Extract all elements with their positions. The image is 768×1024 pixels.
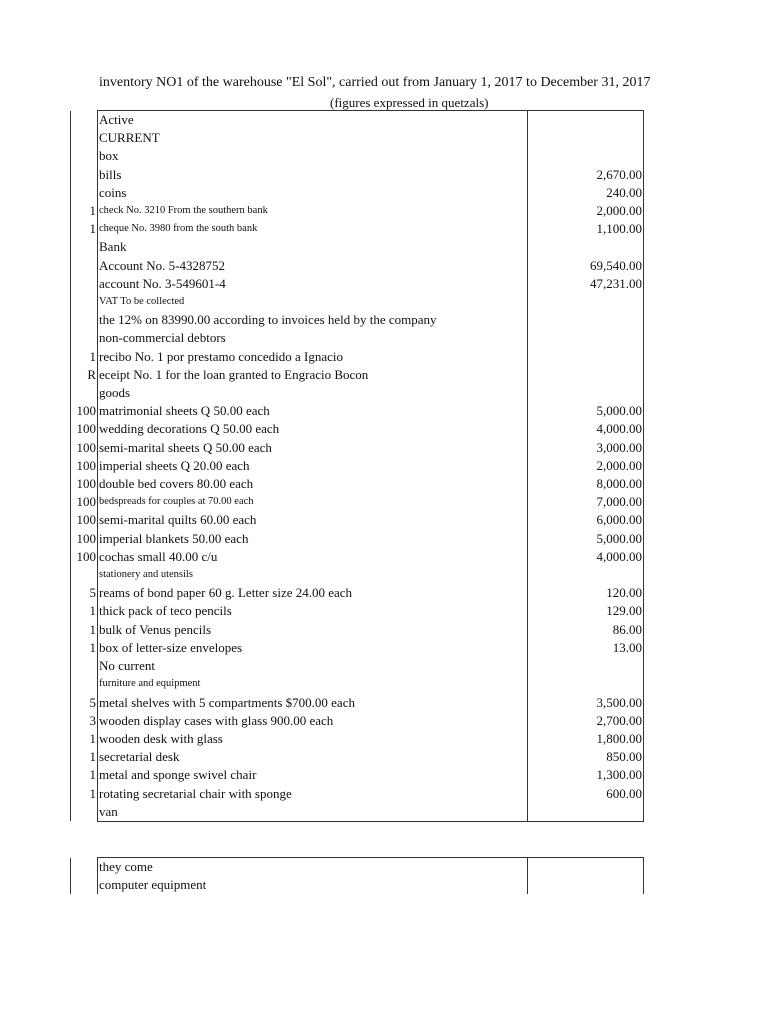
amount-cell: 13.00 <box>528 639 644 657</box>
quantity-cell: 100 <box>71 548 98 566</box>
table-row <box>71 366 644 384</box>
table-row <box>71 548 644 566</box>
description-cell: goods <box>98 384 528 402</box>
description-cell: thick pack of teco pencils <box>98 602 528 620</box>
table-row <box>71 220 644 238</box>
table-row <box>71 147 644 165</box>
table-row <box>71 293 644 311</box>
quantity-cell <box>71 184 98 202</box>
amount-cell <box>528 147 644 165</box>
amount-cell: 3,000.00 <box>528 439 644 457</box>
quantity-cell <box>71 657 98 675</box>
amount-cell: 4,000.00 <box>528 420 644 438</box>
description-cell: bulk of Venus pencils <box>98 621 528 639</box>
quantity-cell: 5 <box>71 584 98 602</box>
description-cell: wedding decorations Q 50.00 each <box>98 420 528 438</box>
amount-cell <box>528 858 644 877</box>
quantity-cell: 1 <box>71 220 98 238</box>
description-cell: secretarial desk <box>98 748 528 766</box>
table-row <box>71 457 644 475</box>
quantity-cell: R <box>71 366 98 384</box>
quantity-cell <box>71 129 98 147</box>
amount-cell: 47,231.00 <box>528 275 644 293</box>
amount-cell: 1,800.00 <box>528 730 644 748</box>
table-row <box>71 858 644 877</box>
description-cell: account No. 3-549601-4 <box>98 275 528 293</box>
description-cell: imperial sheets Q 20.00 each <box>98 457 528 475</box>
description-cell: double bed covers 80.00 each <box>98 475 528 493</box>
quantity-cell: 1 <box>71 621 98 639</box>
table-row <box>71 475 644 493</box>
amount-cell <box>528 803 644 822</box>
table-row <box>71 402 644 420</box>
amount-cell: 4,000.00 <box>528 548 644 566</box>
quantity-cell: 1 <box>71 730 98 748</box>
amount-cell: 1,300.00 <box>528 766 644 784</box>
table-row <box>71 748 644 766</box>
table-row <box>71 329 644 347</box>
inventory-table-continued <box>70 857 644 894</box>
description-cell: Active <box>98 111 528 130</box>
table-row <box>71 275 644 293</box>
table-row <box>71 566 644 584</box>
description-cell: the 12% on 83990.00 according to invoices held by the company <box>98 311 528 329</box>
description-cell: non-commercial debtors <box>98 329 528 347</box>
inventory-subtitle: (figures expressed in quetzals) <box>330 95 489 110</box>
description-cell: semi-marital quilts 60.00 each <box>98 511 528 529</box>
description-cell: cheque No. 3980 from the south bank <box>98 220 528 238</box>
table-row <box>71 420 644 438</box>
amount-cell: 5,000.00 <box>528 402 644 420</box>
quantity-cell: 100 <box>71 402 98 420</box>
amount-cell: 8,000.00 <box>528 475 644 493</box>
description-cell: semi-marital sheets Q 50.00 each <box>98 439 528 457</box>
quantity-cell <box>71 675 98 693</box>
amount-cell: 850.00 <box>528 748 644 766</box>
amount-cell <box>528 329 644 347</box>
quantity-cell <box>71 803 98 822</box>
description-cell: Account No. 5-4328752 <box>98 257 528 275</box>
description-cell: rotating secretarial chair with sponge <box>98 785 528 803</box>
table-row <box>71 202 644 220</box>
table-row <box>71 766 644 784</box>
table-row <box>71 621 644 639</box>
quantity-cell <box>71 566 98 584</box>
description-cell: wooden display cases with glass 900.00 each <box>98 712 528 730</box>
description-cell: CURRENT <box>98 129 528 147</box>
amount-cell <box>528 348 644 366</box>
table-row <box>71 803 644 822</box>
description-cell: No current <box>98 657 528 675</box>
description-cell: furniture and equipment <box>98 675 528 693</box>
amount-cell <box>528 129 644 147</box>
description-cell: they come <box>98 858 528 877</box>
quantity-cell: 100 <box>71 511 98 529</box>
inventory-title: inventory NO1 of the warehouse "El Sol", carried out from January 1, 2017 to December 31, 2017 <box>99 75 651 90</box>
description-cell: recibo No. 1 por prestamo concedido a Ignacio <box>98 348 528 366</box>
table-row <box>71 111 644 130</box>
description-cell: VAT To be collected <box>98 293 528 311</box>
table-row <box>71 238 644 256</box>
table-row <box>71 639 644 657</box>
amount-cell <box>528 566 644 584</box>
quantity-cell: 1 <box>71 748 98 766</box>
description-cell: matrimonial sheets Q 50.00 each <box>98 402 528 420</box>
amount-cell <box>528 111 644 130</box>
amount-cell: 6,000.00 <box>528 511 644 529</box>
quantity-cell: 5 <box>71 694 98 712</box>
amount-cell: 600.00 <box>528 785 644 803</box>
table-row <box>71 602 644 620</box>
amount-cell: 129.00 <box>528 602 644 620</box>
table-row <box>71 257 644 275</box>
description-cell: imperial blankets 50.00 each <box>98 530 528 548</box>
quantity-cell: 100 <box>71 475 98 493</box>
table-row <box>71 730 644 748</box>
quantity-cell: 1 <box>71 602 98 620</box>
quantity-cell: 100 <box>71 493 98 511</box>
table-row <box>71 511 644 529</box>
quantity-cell <box>71 311 98 329</box>
description-cell: van <box>98 803 528 822</box>
quantity-cell: 1 <box>71 766 98 784</box>
amount-cell: 2,000.00 <box>528 457 644 475</box>
inventory-table <box>70 110 644 822</box>
quantity-cell <box>71 275 98 293</box>
quantity-cell: 1 <box>71 785 98 803</box>
amount-cell: 69,540.00 <box>528 257 644 275</box>
quantity-cell: 1 <box>71 348 98 366</box>
table-row <box>71 311 644 329</box>
quantity-cell <box>71 166 98 184</box>
quantity-cell: 100 <box>71 457 98 475</box>
table-row <box>71 876 644 894</box>
quantity-cell <box>71 257 98 275</box>
amount-cell <box>528 238 644 256</box>
amount-cell: 2,700.00 <box>528 712 644 730</box>
quantity-cell <box>71 238 98 256</box>
quantity-cell <box>71 111 98 130</box>
description-cell: cochas small 40.00 c/u <box>98 548 528 566</box>
amount-cell <box>528 311 644 329</box>
table-row <box>71 657 644 675</box>
quantity-cell <box>71 876 98 894</box>
amount-cell <box>528 384 644 402</box>
quantity-cell: 1 <box>71 202 98 220</box>
amount-cell <box>528 876 644 894</box>
amount-cell: 2,670.00 <box>528 166 644 184</box>
table-row <box>71 530 644 548</box>
quantity-cell <box>71 147 98 165</box>
description-cell: coins <box>98 184 528 202</box>
quantity-cell: 100 <box>71 420 98 438</box>
table-row <box>71 348 644 366</box>
table-row <box>71 166 644 184</box>
quantity-cell: 100 <box>71 530 98 548</box>
table-row <box>71 439 644 457</box>
quantity-cell: 3 <box>71 712 98 730</box>
description-cell: computer equipment <box>98 876 528 894</box>
table-row <box>71 184 644 202</box>
description-cell: box of letter-size envelopes <box>98 639 528 657</box>
amount-cell: 2,000.00 <box>528 202 644 220</box>
amount-cell: 240.00 <box>528 184 644 202</box>
table-row <box>71 675 644 693</box>
quantity-cell <box>71 329 98 347</box>
amount-cell <box>528 366 644 384</box>
description-cell: box <box>98 147 528 165</box>
description-cell: wooden desk with glass <box>98 730 528 748</box>
amount-cell: 5,000.00 <box>528 530 644 548</box>
amount-cell <box>528 675 644 693</box>
table-row <box>71 493 644 511</box>
description-cell: reams of bond paper 60 g. Letter size 24.00 each <box>98 584 528 602</box>
amount-cell: 120.00 <box>528 584 644 602</box>
description-cell: bills <box>98 166 528 184</box>
amount-cell: 7,000.00 <box>528 493 644 511</box>
table-row <box>71 785 644 803</box>
description-cell: stationery and utensils <box>98 566 528 584</box>
quantity-cell <box>71 293 98 311</box>
description-cell: metal shelves with 5 compartments $700.00 each <box>98 694 528 712</box>
quantity-cell <box>71 384 98 402</box>
amount-cell <box>528 293 644 311</box>
quantity-cell: 1 <box>71 639 98 657</box>
table-row <box>71 129 644 147</box>
table-row <box>71 694 644 712</box>
amount-cell <box>528 657 644 675</box>
description-cell: check No. 3210 From the southern bank <box>98 202 528 220</box>
table-row <box>71 712 644 730</box>
description-cell: metal and sponge swivel chair <box>98 766 528 784</box>
amount-cell: 86.00 <box>528 621 644 639</box>
table-row <box>71 384 644 402</box>
description-cell: eceipt No. 1 for the loan granted to Engracio Bocon <box>98 366 528 384</box>
description-cell: Bank <box>98 238 528 256</box>
table-row <box>71 584 644 602</box>
amount-cell: 3,500.00 <box>528 694 644 712</box>
description-cell: bedspreads for couples at 70.00 each <box>98 493 528 511</box>
amount-cell: 1,100.00 <box>528 220 644 238</box>
quantity-cell <box>71 858 98 877</box>
quantity-cell: 100 <box>71 439 98 457</box>
